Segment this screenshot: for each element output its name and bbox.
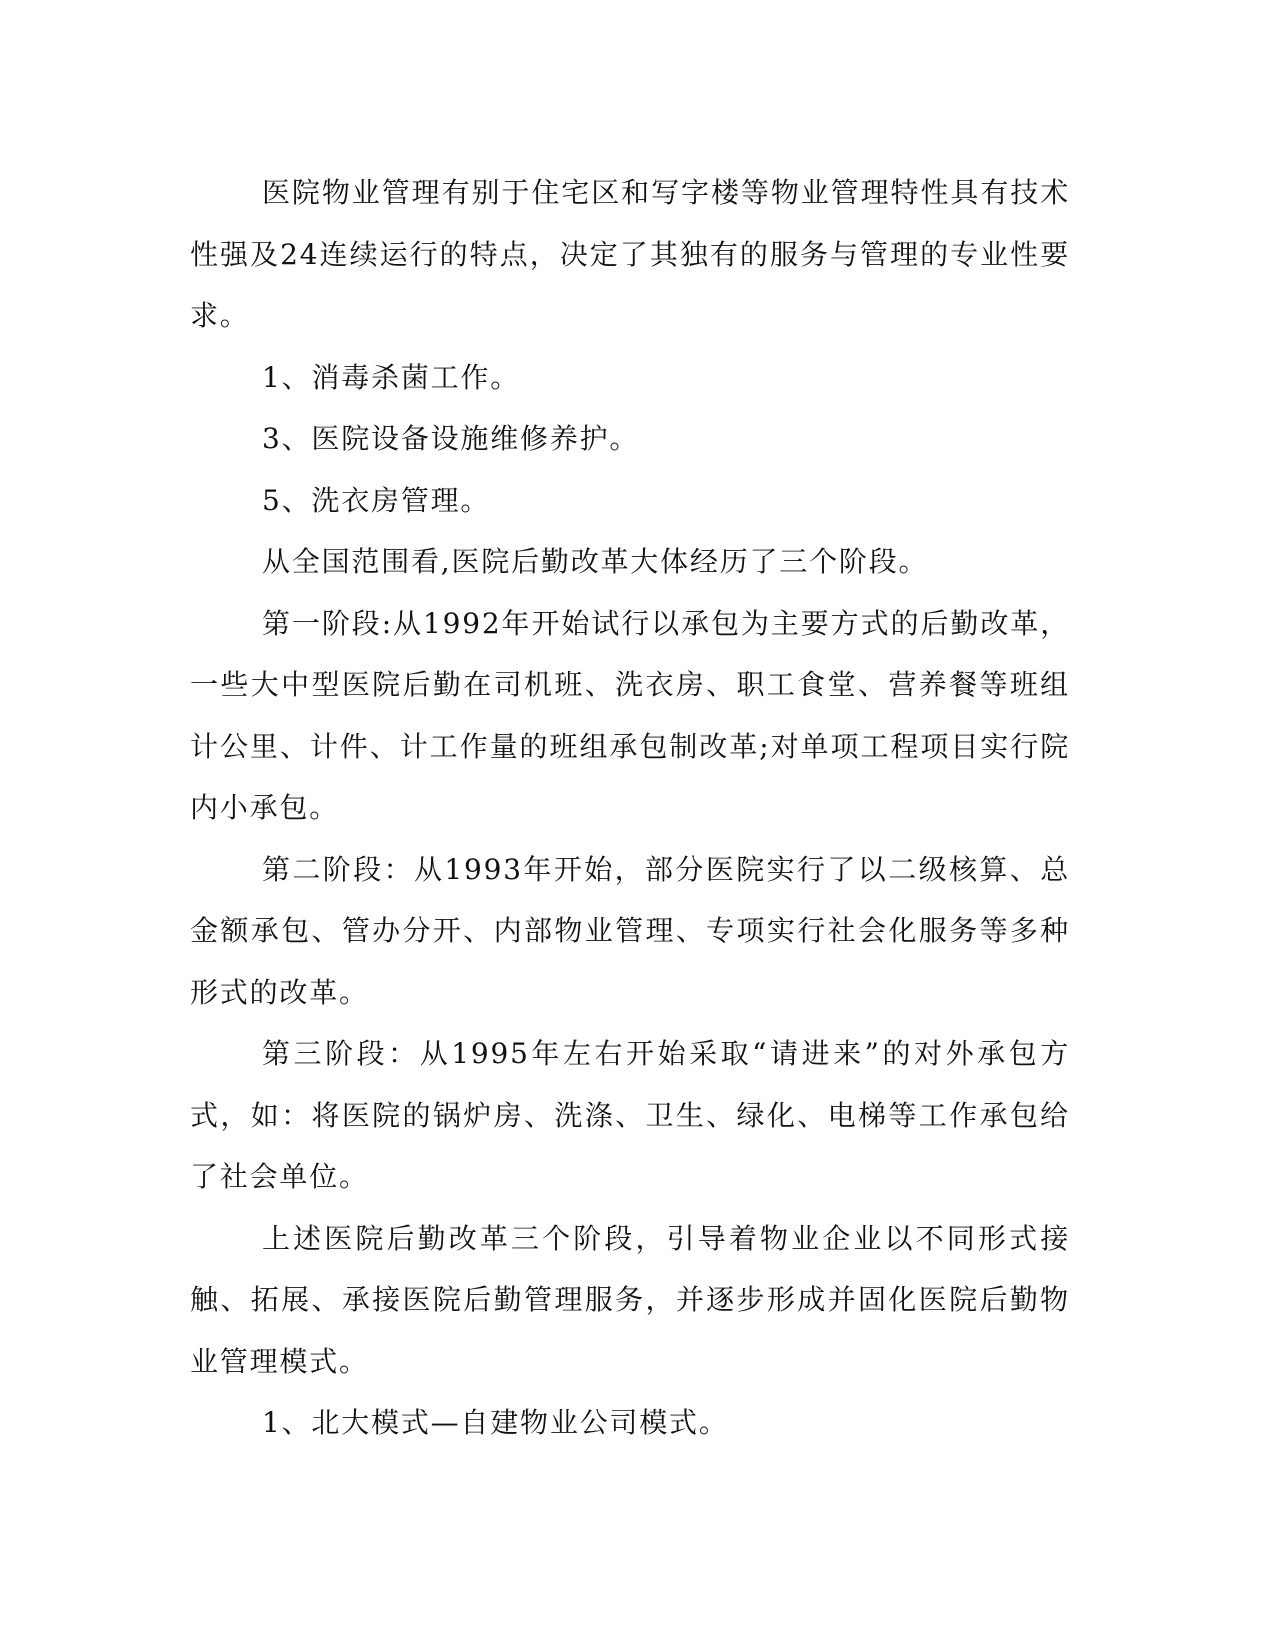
list-item-equipment-maintenance: 3、医院设备设施维修养护。	[262, 422, 640, 455]
document-body	[190, 162, 1070, 1454]
paragraph-three-stages: 从全国范围看,医院后勤改革大体经历了三个阶段。	[262, 545, 929, 578]
list-item-peking-model: 1、北大模式—自建物业公司模式。	[262, 1406, 729, 1439]
paragraph-summary: 上述医院后勤改革三个阶段，引导着物业企业以不同形式接触、拓展、承接医院后勤管理服务，并逐步形成并固化医院后勤物业管理模式。	[190, 1221, 1070, 1378]
paragraph-intro: 医院物业管理有别于住宅区和写字楼等物业管理特性具有技术性强及24连续运行的特点，决定了其独有的服务与管理的专业性要求。	[190, 176, 1070, 332]
paragraph-stage-one: 第一阶段:从1992年开始试行以承包为主要方式的后勤改革，一些大中型医院后勤在司机班、洗衣房、职工食堂、营养餐等班组计公里、计件、计工作量的班组承包制改革;对单项工程项目实行院内小承包。	[190, 606, 1070, 824]
paragraph-stage-three: 第三阶段：从1995年左右开始采取“请进来”的对外承包方式，如：将医院的锅炉房、洗涤、卫生、绿化、电梯等工作承包给了社会单位。	[190, 1037, 1070, 1193]
list-item-disinfection: 1、消毒杀菌工作。	[262, 360, 521, 394]
paragraph-stage-two: 第二阶段：从1993年开始，部分医院实行了以二级核算、总金额承包、管办分开、内部物业管理、专项实行社会化服务等多种形式的改革。	[190, 852, 1070, 1009]
list-item-laundry: 5、洗衣房管理。	[262, 483, 491, 517]
